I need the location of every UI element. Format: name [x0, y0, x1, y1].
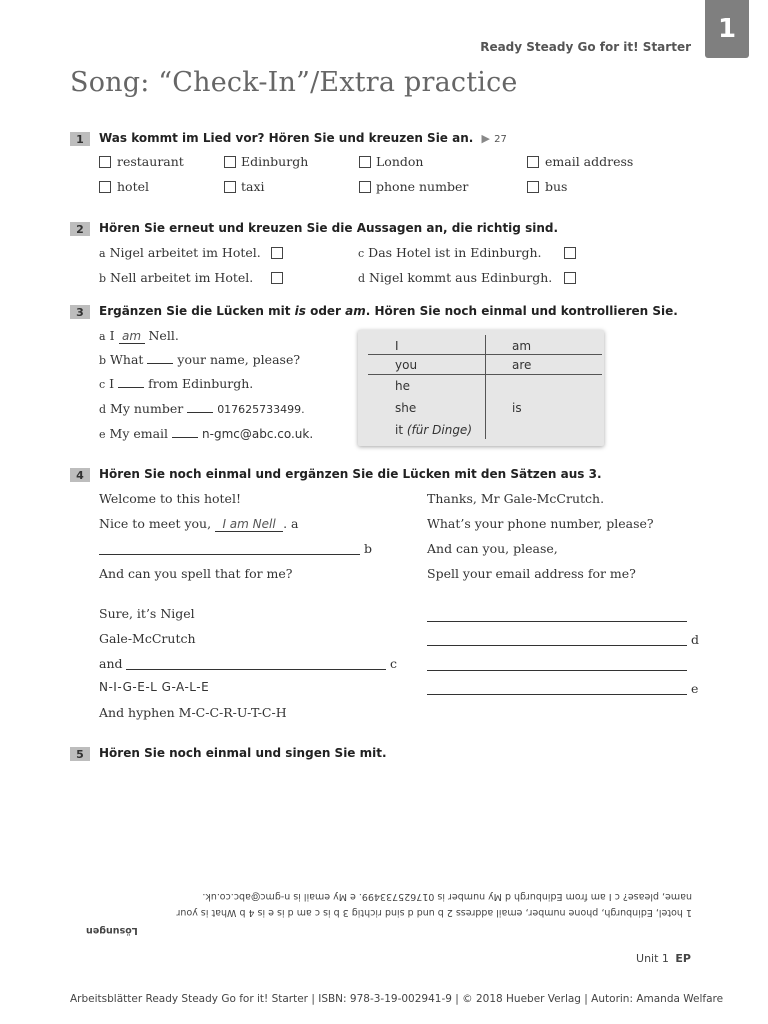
- item-letter: b: [99, 272, 107, 285]
- unit-footer: [636, 952, 691, 965]
- instruction-is: is: [294, 304, 306, 318]
- track-number: 27: [494, 134, 507, 145]
- gap-letter-a: . a: [283, 516, 299, 531]
- option-label: hotel: [117, 179, 149, 194]
- fill-blank[interactable]: [119, 328, 145, 344]
- checkbox-london[interactable]: [359, 156, 371, 168]
- fill-in-d: [99, 401, 305, 416]
- checkbox-bus[interactable]: [527, 181, 539, 193]
- handwritten-answer: I am Nell: [222, 517, 276, 531]
- exercise-4-instruction: Hören Sie noch einmal und ergänzen Sie die Lücken mit den Sätzen aus 3.: [99, 467, 602, 481]
- checkbox-statement-b[interactable]: [271, 272, 283, 284]
- dialogue-right-1: Thanks, Mr Gale-McCrutch.: [427, 491, 605, 506]
- dialogue-blank-e[interactable]: [427, 694, 687, 695]
- item-letter: a: [99, 330, 106, 343]
- statement-text: Nigel arbeitet im Hotel.: [109, 245, 261, 260]
- option-label: bus: [545, 179, 568, 194]
- fill-blank[interactable]: [147, 353, 173, 364]
- instruction-part: Ergänzen Sie die Lücken mit: [99, 304, 295, 318]
- item-letter: a: [99, 247, 106, 260]
- solutions-heading: Lösungen: [86, 925, 138, 936]
- pronoun-it-text: it: [395, 423, 404, 437]
- dialogue-blank-b[interactable]: [99, 554, 360, 555]
- statement-text: Nigel kommt aus Edinburgh.: [369, 270, 553, 285]
- exercise-1-number: 1: [70, 132, 90, 146]
- unit-label: Unit 1: [636, 952, 669, 965]
- statement-c: [358, 245, 542, 260]
- option-label: London: [376, 154, 424, 169]
- exercise-5-number: 5: [70, 747, 90, 761]
- dialogue-left-6: Gale-McCrutch: [99, 631, 196, 646]
- item-letter: c: [99, 378, 106, 391]
- statement-text: Nell arbeitet im Hotel.: [110, 270, 254, 285]
- gap-letter-d: d: [691, 632, 700, 647]
- exercise-2-instruction: Hören Sie erneut und kreuzen Sie die Aussagen an, die richtig sind.: [99, 221, 559, 235]
- exercise-5-instruction: Hören Sie noch einmal und singen Sie mit.: [99, 746, 387, 760]
- option-label: email address: [545, 154, 634, 169]
- exercise-2-number: 2: [70, 222, 90, 236]
- dialogue-blank-right-1[interactable]: [427, 621, 687, 622]
- gap-letter-e: e: [691, 681, 699, 696]
- item-letter: e: [99, 428, 106, 441]
- checkbox-statement-a[interactable]: [271, 247, 283, 259]
- fill-blank[interactable]: [187, 402, 213, 413]
- dialogue-blank-d[interactable]: [427, 645, 687, 646]
- statement-text: Das Hotel ist in Edinburgh.: [368, 245, 542, 260]
- pronoun-she: she: [395, 401, 417, 415]
- verb-is: is: [512, 401, 522, 415]
- dialogue-blank-a[interactable]: [215, 516, 283, 532]
- page-title: Song: “Check-In”/Extra practice: [70, 67, 518, 98]
- statement-a: [99, 245, 261, 260]
- item-letter: d: [99, 403, 107, 416]
- fill-in-c: [99, 376, 253, 391]
- dialogue-blank-right-3[interactable]: [427, 670, 687, 671]
- it-note: (für Dinge): [406, 423, 472, 437]
- exercise-3-number: 3: [70, 305, 90, 319]
- dialogue-left-2: [99, 516, 298, 532]
- checkbox-taxi[interactable]: [224, 181, 236, 193]
- fill-blank[interactable]: [172, 427, 198, 438]
- handwritten-answer: am: [121, 329, 142, 343]
- option-label: taxi: [241, 179, 265, 194]
- gap-letter-c: c: [390, 656, 398, 671]
- fill-in-a: [99, 328, 179, 344]
- unit-code: EP: [675, 952, 691, 965]
- exercise-3-instruction: [99, 304, 678, 318]
- pronoun-it: [395, 423, 472, 437]
- fill-post: Nell.: [148, 328, 179, 343]
- dialogue-left-7: and: [99, 656, 123, 671]
- option-label: phone number: [376, 179, 469, 194]
- fill-post: from Edinburgh.: [148, 376, 254, 391]
- dialogue-left-1: Welcome to this hotel!: [99, 491, 241, 506]
- exercise-1-instruction-text: Was kommt im Lied vor? Hören Sie und kreuzen Sie an.: [99, 131, 474, 145]
- play-icon: ▶: [481, 132, 490, 145]
- instruction-part: oder: [305, 304, 346, 318]
- table-divider: [485, 335, 486, 439]
- dialogue-text: Nice to meet you,: [99, 516, 212, 531]
- item-letter: c: [358, 247, 365, 260]
- fill-pre: My email: [109, 426, 169, 441]
- exercise-4-number: 4: [70, 468, 90, 482]
- gap-letter-b: b: [364, 541, 373, 556]
- fill-pre: What: [110, 352, 144, 367]
- verb-am: am: [512, 339, 532, 353]
- option-label: Edinburgh: [241, 154, 309, 169]
- dialogue-right-4: Spell your email address for me?: [427, 566, 636, 581]
- page-footer: Arbeitsblätter Ready Steady Go for it! Starter | ISBN: 978-3-19-002941-9 | © 2018 Hueber Verlag | Autorin: Amanda Welfare: [70, 993, 724, 1005]
- unit-number-tab: 1: [705, 0, 749, 58]
- fill-pre: I: [109, 328, 115, 343]
- fill-in-e: [99, 426, 313, 441]
- checkbox-restaurant[interactable]: [99, 156, 111, 168]
- dialogue-left-4: And can you spell that for me?: [99, 566, 293, 581]
- dialogue-left-5: Sure, it’s Nigel: [99, 606, 195, 621]
- checkbox-phone-number[interactable]: [359, 181, 371, 193]
- verb-are: are: [512, 358, 532, 372]
- instruction-am: am: [345, 304, 366, 318]
- fill-pre: My number: [110, 401, 184, 416]
- dialogue-left-9: And hyphen M-C-C-R-U-T-C-H: [99, 705, 287, 720]
- dialogue-left-8: N-I-G-E-L G-A-L-E: [99, 680, 210, 694]
- option-label: restaurant: [117, 154, 184, 169]
- pronoun-you: you: [395, 358, 418, 372]
- fill-blank[interactable]: [118, 377, 144, 388]
- pronoun-he: he: [395, 379, 410, 393]
- fill-post: your name, please?: [177, 352, 301, 367]
- fill-pre: I: [109, 376, 115, 391]
- dialogue-right-2: What’s your phone number, please?: [427, 516, 654, 531]
- checkbox-statement-d[interactable]: [564, 272, 576, 284]
- grammar-table: [358, 330, 604, 446]
- fill-in-b: [99, 352, 300, 367]
- item-letter: b: [99, 354, 107, 367]
- series-title: Ready Steady Go for it! Starter: [480, 40, 691, 54]
- dialogue-blank-c[interactable]: [126, 669, 386, 670]
- pronoun-i: I: [395, 339, 399, 353]
- fill-post: 017625733499.: [217, 403, 305, 416]
- dialogue-right-3: And can you, please,: [427, 541, 558, 556]
- statement-b: [99, 270, 253, 285]
- item-letter: d: [358, 272, 366, 285]
- checkbox-hotel[interactable]: [99, 181, 111, 193]
- checkbox-statement-c[interactable]: [564, 247, 576, 259]
- statement-d: [358, 270, 552, 285]
- instruction-part: . Hören Sie noch einmal und kontrollieren Sie.: [365, 304, 678, 318]
- fill-post: n-gmc@abc.co.uk.: [202, 427, 314, 441]
- exercise-1-instruction: [99, 131, 507, 145]
- checkbox-edinburgh[interactable]: [224, 156, 236, 168]
- solutions-line-1: 1 hotel, Edinburgh, phone number, email address 2 b und d sind richtig 3 b is c am d is e is 4 b What is your: [176, 907, 692, 918]
- checkbox-email-address[interactable]: [527, 156, 539, 168]
- solutions-line-2: name, please? c I am from Edinburgh d My number is 017625733499. e My email is n-gmc@abc.co.uk.: [202, 891, 692, 902]
